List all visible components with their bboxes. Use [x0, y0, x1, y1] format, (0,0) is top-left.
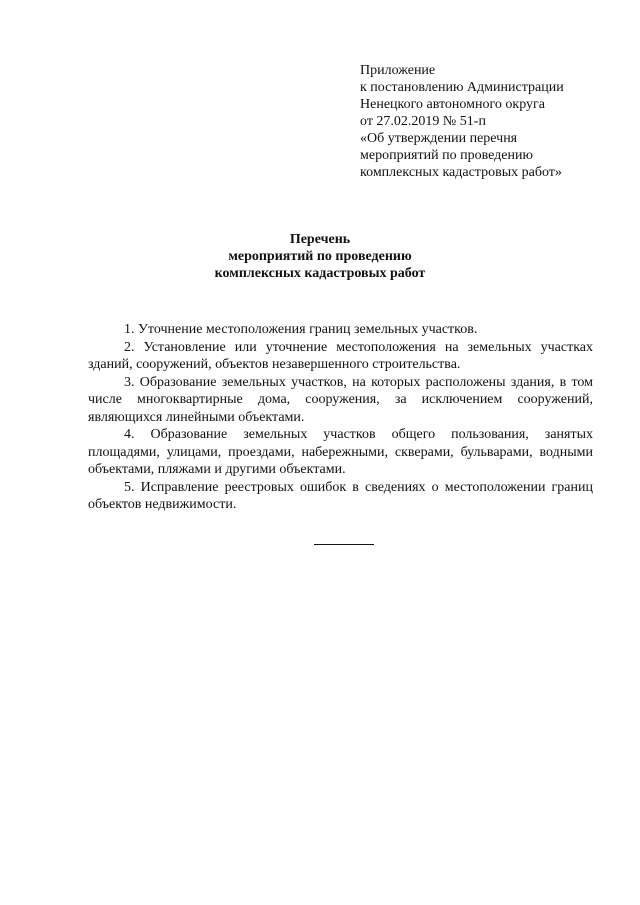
appendix-header	[360, 62, 620, 181]
title-line-3: комплексных кадастровых работ	[214, 266, 426, 281]
measures-list	[88, 321, 593, 514]
title-line-2: мероприятий по проведению	[228, 249, 412, 264]
appendix-line-resolution: к постановлению Администрации	[360, 80, 564, 95]
list-item: 4. Образование земельных участков общего пользования, занятых площадями, улицами, проездами, набережными, скверами, бульварами, водными объектами, пляжами и другими объектами.	[88, 427, 593, 477]
list-item: 3. Образование земельных участков, на которых расположены здания, в том числе многоквартирные дома, сооружения, за исключением сооружений, являющихся линейными объектами.	[88, 374, 593, 425]
list-item: 2. Установление или уточнение местоположения на земельных участках зданий, сооружений, объектов незавершенного строительства.	[88, 339, 593, 372]
document-title	[0, 231, 640, 282]
end-divider	[314, 544, 374, 545]
appendix-line-subject-1: «Об утверждении перечня	[360, 131, 518, 146]
appendix-line-label: Приложение	[360, 63, 436, 78]
appendix-line-subject-3: комплексных кадастровых работ»	[360, 165, 562, 180]
list-item: 1. Уточнение местоположения границ земельных участков.	[124, 322, 478, 337]
list-item: 5. Исправление реестровых ошибок в сведениях о местоположении границ объектов недвижимости.	[88, 479, 593, 512]
appendix-line-date-number: от 27.02.2019 № 51-п	[360, 114, 486, 129]
title-line-1: Перечень	[289, 232, 351, 247]
appendix-line-subject-2: мероприятий по проведению	[360, 148, 533, 163]
appendix-line-region: Ненецкого автономного округа	[360, 97, 545, 112]
